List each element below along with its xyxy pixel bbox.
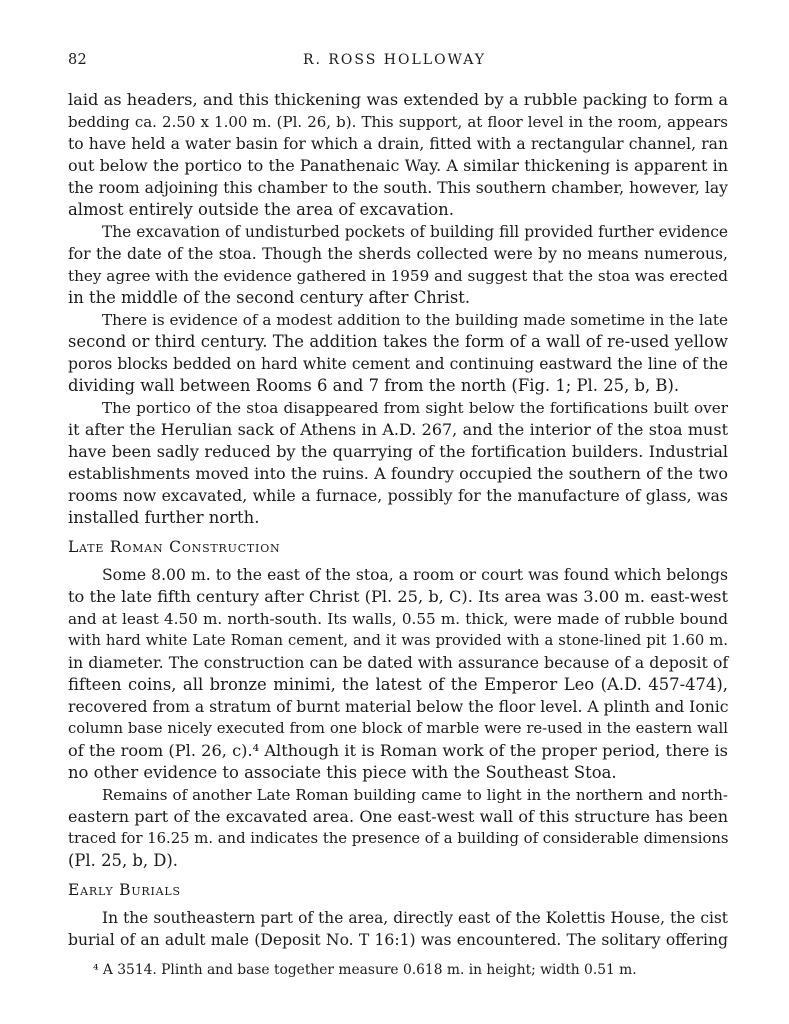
text-line: dividing wall between Rooms 6 and 7 from the north (Fig. 1; Pl. 25, b, B). [68,376,680,395]
text-line: in the middle of the second century after Christ. [68,288,471,307]
text-line: in diameter. The construction can be dated with assurance because of a deposit of [68,653,729,672]
text-line: poros blocks bedded on hard white cement and continuing eastward the line of the [68,355,728,373]
text-line: establishments moved into the ruins. A foundry occupied the southern of the two [68,464,728,483]
text-line: with hard white Late Roman cement, and it was provided with a stone-lined pit 1.60 m. [68,632,728,649]
text-line: eastern part of the excavated area. One east-west wall of this structure has been [68,807,728,826]
page-header [0,52,789,76]
text-line: have been sadly reduced by the quarrying of the fortification builders. Industrial [68,442,728,461]
text-line: it after the Herulian sack of Athens in A.D. 267, and the interior of the stoa must [68,420,728,439]
text-line: column base nicely executed from one block of marble were re-used in the eastern wall [68,720,728,737]
footnote-4: ⁴ A 3514. Plinth and base together measure 0.618 m. in height; width 0.51 m. [93,962,637,978]
page-number: 82 [68,52,88,68]
text-line: The portico of the stoa disappeared from sight below the fortifications built over [102,399,728,417]
text-line: the room adjoining this chamber to the south. This southern chamber, however, lay [68,179,728,197]
text-line: recovered from a stratum of burnt material below the floor level. A plinth and Ionic [68,698,729,716]
text-line: fifteen coins, all bronze minimi, the latest of the Emperor Leo (A.D. 457-474), [68,675,728,694]
text-line: laid as headers, and this thickening was extended by a rubble packing to form a [68,90,728,109]
text-line: Some 8.00 m. to the east of the stoa, a room or court was found which belongs [102,566,728,584]
running-head: R. ROSS HOLLOWAY [302,52,487,68]
text-line: rooms now excavated, while a furnace, possibly for the manufacture of glass, was [68,486,728,505]
text-line: In the southeastern part of the area, directly east of the Kolettis House, the cist [102,909,728,927]
text-line: (Pl. 25, b, D). [68,851,179,870]
text-line: out below the portico to the Panathenaic Way. A similar thickening is apparent in [68,156,728,175]
text-line: and at least 4.50 m. north-south. Its walls, 0.55 m. thick, were made of rubble bound [68,610,728,628]
text-line: bedding ca. 2.50 x 1.00 m. (Pl. 26, b). This support, at floor level in the room, appears [68,113,728,131]
text-line: There is evidence of a modest addition to the building made sometime in the late [102,311,728,329]
text-line: they agree with the evidence gathered in 1959 and suggest that the stoa was erected [68,267,728,285]
text-line: installed further north. [68,508,260,527]
section-heading-early-burials: Early Burials [68,881,181,899]
text-line: to have held a water basin for which a drain, fitted with a rectangular channel, ran [68,135,728,153]
text-line: almost entirely outside the area of excavation. [68,200,454,219]
text-line: burial of an adult male (Deposit No. T 16:1) was encountered. The solitary offering [68,931,728,949]
text-line: for the date of the stoa. Though the sherds collected were by no means numerous, [68,245,728,263]
text-line: second or third century. The addition takes the form of a wall of re-used yellow [68,332,728,351]
text-line: of the room (Pl. 26, c).⁴ Although it is Roman work of the proper period, there is [68,741,728,760]
text-line: The excavation of undisturbed pockets of building fill provided further evidence [102,223,728,241]
text-line: no other evidence to associate this piece with the Southeast Stoa. [68,763,617,782]
text-line: to the late fifth century after Christ (Pl. 25, b, C). Its area was 3.00 m. east-west [68,587,728,606]
section-heading-late-roman: Late Roman Construction [68,538,281,556]
text-line: traced for 16.25 m. and indicates the presence of a building of considerable dimensions [68,830,729,847]
text-line: Remains of another Late Roman building came to light in the northern and north- [102,786,728,804]
